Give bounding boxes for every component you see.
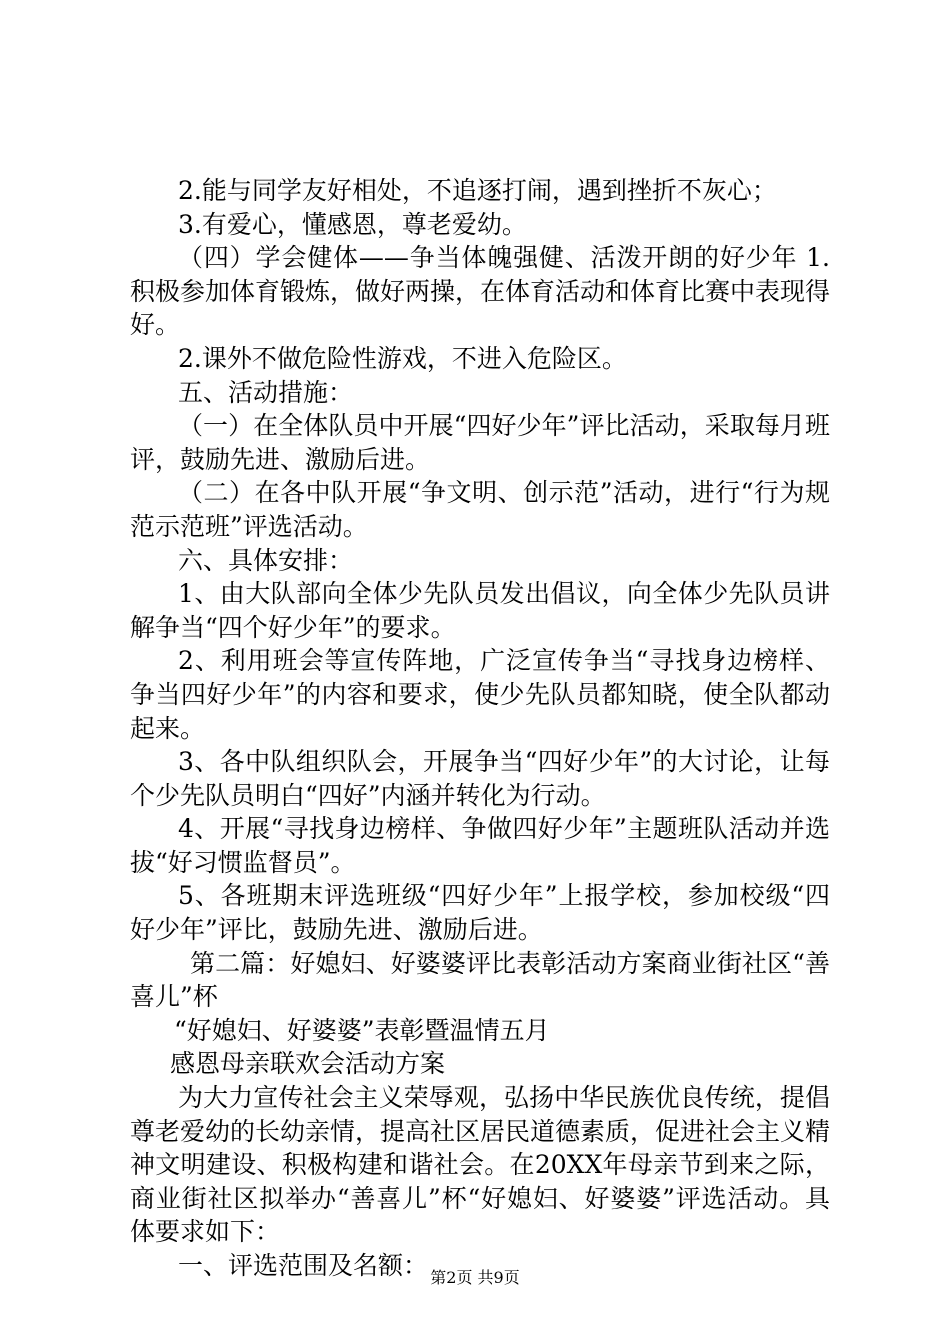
paragraph: （二）在各中队开展“争文明、创示范”活动，进行“行为规范示范班”评选活动。 xyxy=(130,478,830,541)
document-body xyxy=(130,174,830,1283)
paragraph: 4、开展“寻找身边榜样、争做四好少年”主题班队活动并选拔“好习惯监督员”。 xyxy=(130,814,830,877)
paragraph: 3、各中队组织队会，开展争当“四好少年”的大讨论，让每个少先队员明白“四好”内涵并转化为行动。 xyxy=(130,747,830,810)
section-heading: 五、活动措施： xyxy=(178,377,354,407)
section-heading: 一、评选范围及名额： xyxy=(178,1251,429,1280)
paragraph: （四）学会健体——争当体魄强健、活泼开朗的好少年 1.积极参加体育锻炼，做好两操，在体育活动和体育比赛中表现得好。 xyxy=(130,243,831,340)
paragraph: 3.有爱心，懂感恩，尊老爱幼。 xyxy=(178,209,527,239)
section-heading: 六、具体安排： xyxy=(178,545,354,575)
chapter-title-line: “好媳妇、好婆婆”表彰暨温情五月 xyxy=(174,1015,550,1045)
paragraph: 2、利用班会等宣传阵地，广泛宣传争当“寻找身边榜样、争当四好少年”的内容和要求，使少先队员都知晓，使全队都动起来。 xyxy=(130,646,830,743)
paragraph: 2.能与同学友好相处，不追逐打闹，遇到挫折不灰心； xyxy=(178,176,777,205)
paragraph: 2.课外不做危险性游戏，不进入危险区。 xyxy=(178,343,627,373)
paragraph: 为大力宣传社会主义荣辱观，弘扬中华民族优良传统，提倡尊老爱幼的长幼亲情，提高社区居民道德素质，促进社会主义精神文明建设、积极构建和谐社会。在20XX年母亲节到来之际，商业街社区拟举办“善喜儿”杯“好媳妇、好婆婆”评选活动。具体要求如下： xyxy=(130,1083,831,1247)
paragraph: （一）在全体队员中开展“四好少年”评比活动，采取每月班评，鼓励先进、激励后进。 xyxy=(130,411,830,474)
paragraph: 5、各班期末评选班级“四好少年”上报学校，参加校级“四好少年”评比，鼓励先进、激励后进。 xyxy=(130,881,830,945)
chapter-title-line: 感恩母亲联欢会活动方案 xyxy=(170,1049,446,1079)
chapter-title: 第二篇：好媳妇、好婆婆评比表彰活动方案商业街社区“善喜儿”杯 xyxy=(130,948,830,1012)
page-number-footer: 第2页 共9页 xyxy=(430,1268,520,1287)
paragraph: 1、由大队部向全体少先队员发出倡议，向全体少先队员讲解争当“四个好少年”的要求。 xyxy=(130,579,830,642)
